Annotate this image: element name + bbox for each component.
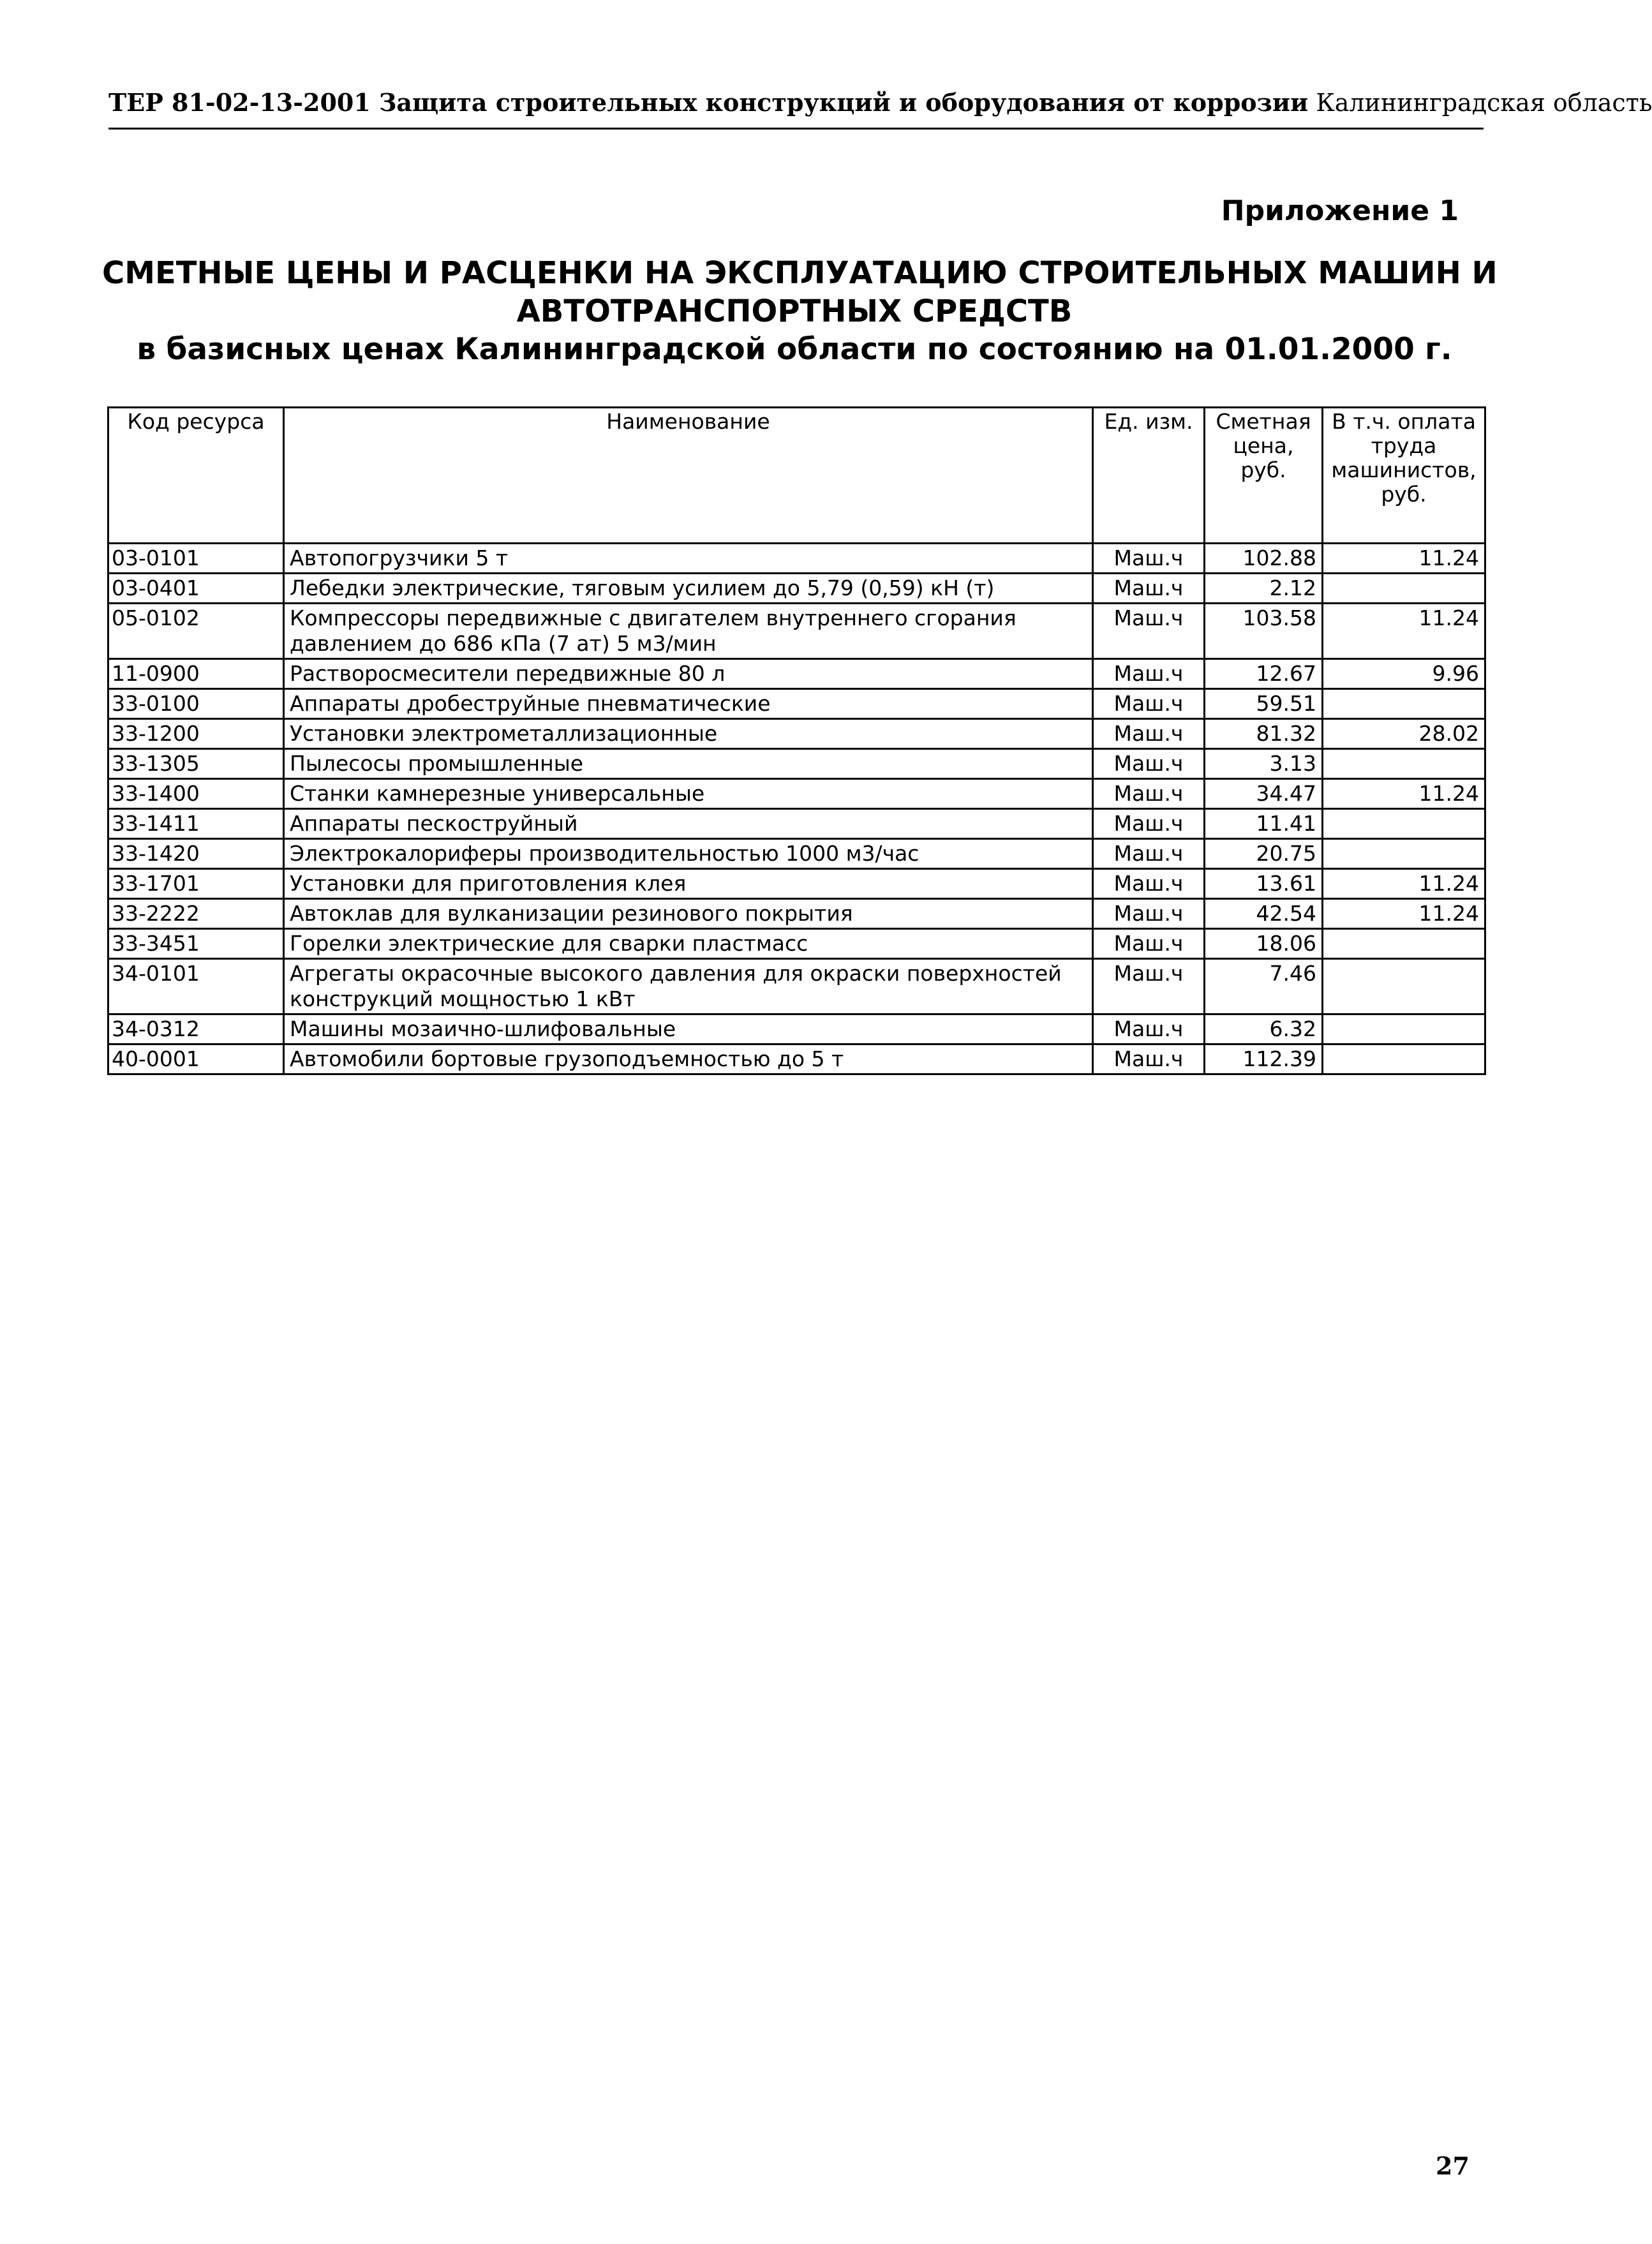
cell-name: Установки для приготовления клея	[284, 869, 1093, 899]
table-row	[108, 869, 1485, 899]
cell-unit: Маш.ч	[1093, 1044, 1205, 1074]
cell-name: Автомобили бортовые грузоподъемностью до 5 т	[284, 1044, 1093, 1074]
cell-code: 33-2222	[108, 899, 284, 929]
cell-unit: Маш.ч	[1093, 544, 1205, 574]
cell-wage: 11.24	[1323, 869, 1485, 899]
cell-unit: Маш.ч	[1093, 809, 1205, 839]
cell-name: Лебедки электрические, тяговым усилием до 5,79 (0,59) кН (т)	[284, 574, 1093, 604]
cell-unit: Маш.ч	[1093, 659, 1205, 689]
cell-price: 2.12	[1205, 574, 1323, 604]
title-line-1: СМЕТНЫЕ ЦЕНЫ И РАСЦЕНКИ НА ЭКСПЛУАТАЦИЮ СТРОИТЕЛЬНЫХ МАШИН И	[102, 255, 1498, 291]
cell-wage	[1323, 839, 1485, 869]
table-body	[108, 544, 1485, 1074]
cell-unit: Маш.ч	[1093, 929, 1205, 959]
table-row	[108, 719, 1485, 749]
cell-wage	[1323, 929, 1485, 959]
cell-name: Электрокалориферы производительностью 1000 м3/час	[284, 839, 1093, 869]
document-code: ТЕР 81-02-13-2001 Защита строительных конструкций и оборудования от коррозии	[108, 88, 1309, 117]
cell-wage: 9.96	[1323, 659, 1485, 689]
cell-unit: Маш.ч	[1093, 779, 1205, 809]
cell-price: 81.32	[1205, 719, 1323, 749]
table-row	[108, 809, 1485, 839]
cell-unit: Маш.ч	[1093, 959, 1205, 1014]
cell-code: 33-1400	[108, 779, 284, 809]
cell-price: 13.61	[1205, 869, 1323, 899]
cell-code: 34-0312	[108, 1014, 284, 1044]
cell-price: 103.58	[1205, 604, 1323, 659]
cell-price: 20.75	[1205, 839, 1323, 869]
cell-wage	[1323, 1014, 1485, 1044]
cell-wage: 11.24	[1323, 899, 1485, 929]
table-row	[108, 574, 1485, 604]
table-row	[108, 959, 1485, 1014]
cell-price: 34.47	[1205, 779, 1323, 809]
cell-price: 42.54	[1205, 899, 1323, 929]
running-header	[108, 88, 1652, 117]
cell-name: Горелки электрические для сварки пластмасс	[284, 929, 1093, 959]
cell-unit: Маш.ч	[1093, 574, 1205, 604]
table-row	[108, 839, 1485, 869]
column-header-wage: В т.ч. оплата труда машинистов, руб.	[1323, 408, 1485, 544]
cell-price: 3.13	[1205, 749, 1323, 779]
cell-code: 33-0100	[108, 689, 284, 719]
cell-code: 03-0101	[108, 544, 284, 574]
cell-name: Растворосмесители передвижные 80 л	[284, 659, 1093, 689]
table-row	[108, 1044, 1485, 1074]
cell-name: Пылесосы промышленные	[284, 749, 1093, 779]
cell-unit: Маш.ч	[1093, 839, 1205, 869]
cell-name: Установки электрометаллизационные	[284, 719, 1093, 749]
cell-price: 11.41	[1205, 809, 1323, 839]
table-row	[108, 1014, 1485, 1044]
cell-name: Машины мозаично-шлифовальные	[284, 1014, 1093, 1044]
cell-wage	[1323, 1044, 1485, 1074]
table-row	[108, 749, 1485, 779]
cell-unit: Маш.ч	[1093, 749, 1205, 779]
title-line-2: АВТОТРАНСПОРТНЫХ СРЕДСТВ	[516, 294, 1073, 329]
cell-name: Агрегаты окрасочные высокого давления для окраски поверхностей конструкций мощностью 1 кВт	[284, 959, 1093, 1014]
cell-code: 33-1305	[108, 749, 284, 779]
cell-code: 33-1411	[108, 809, 284, 839]
cell-code: 40-0001	[108, 1044, 284, 1074]
cell-name: Станки камнерезные универсальные	[284, 779, 1093, 809]
table-row	[108, 779, 1485, 809]
cell-code: 03-0401	[108, 574, 284, 604]
cell-wage: 11.24	[1323, 544, 1485, 574]
cell-wage	[1323, 689, 1485, 719]
region-name: Калининградская область	[1308, 89, 1652, 117]
table-row	[108, 899, 1485, 929]
cell-unit: Маш.ч	[1093, 869, 1205, 899]
page-number: 27	[1436, 2151, 1470, 2180]
cell-wage	[1323, 959, 1485, 1014]
header-rule	[108, 128, 1484, 130]
cell-code: 34-0101	[108, 959, 284, 1014]
cell-price: 112.39	[1205, 1044, 1323, 1074]
cell-price: 18.06	[1205, 929, 1323, 959]
table-header-row	[108, 408, 1485, 544]
cell-code: 33-1200	[108, 719, 284, 749]
cell-price: 12.67	[1205, 659, 1323, 689]
cell-price: 102.88	[1205, 544, 1323, 574]
cell-wage	[1323, 749, 1485, 779]
cell-price: 6.32	[1205, 1014, 1323, 1044]
cell-code: 05-0102	[108, 604, 284, 659]
column-header-name: Наименование	[284, 408, 1093, 544]
cell-name: Аппараты дробеструйные пневматические	[284, 689, 1093, 719]
cell-name: Аппараты пескоструйный	[284, 809, 1093, 839]
cell-name: Автоклав для вулканизации резинового покрытия	[284, 899, 1093, 929]
cell-unit: Маш.ч	[1093, 899, 1205, 929]
table-row	[108, 659, 1485, 689]
cell-code: 33-1701	[108, 869, 284, 899]
cell-wage	[1323, 574, 1485, 604]
cell-unit: Маш.ч	[1093, 719, 1205, 749]
cell-price: 7.46	[1205, 959, 1323, 1014]
table-row	[108, 544, 1485, 574]
cell-unit: Маш.ч	[1093, 689, 1205, 719]
cell-unit: Маш.ч	[1093, 604, 1205, 659]
cell-price: 59.51	[1205, 689, 1323, 719]
cell-code: 33-3451	[108, 929, 284, 959]
column-header-code: Код ресурса	[108, 408, 284, 544]
cell-wage: 28.02	[1323, 719, 1485, 749]
cell-wage	[1323, 809, 1485, 839]
cell-wage: 11.24	[1323, 604, 1485, 659]
cell-wage: 11.24	[1323, 779, 1485, 809]
table-row	[108, 689, 1485, 719]
title-line-3: в базисных ценах Калининградской области по состоянию на 01.01.2000 г.	[137, 332, 1452, 367]
appendix-label: Приложение 1	[1221, 195, 1459, 227]
cell-unit: Маш.ч	[1093, 1014, 1205, 1044]
table-row	[108, 929, 1485, 959]
cell-code: 33-1420	[108, 839, 284, 869]
column-header-unit: Ед. изм.	[1093, 408, 1205, 544]
cell-name: Компрессоры передвижные с двигателем внутреннего сгорания давлением до 686 кПа (7 ат) 5 м3/мин	[284, 604, 1093, 659]
rates-table	[107, 406, 1486, 1075]
cell-code: 11-0900	[108, 659, 284, 689]
table-row	[108, 604, 1485, 659]
column-header-price: Сметная цена, руб.	[1205, 408, 1323, 544]
cell-name: Автопогрузчики 5 т	[284, 544, 1093, 574]
